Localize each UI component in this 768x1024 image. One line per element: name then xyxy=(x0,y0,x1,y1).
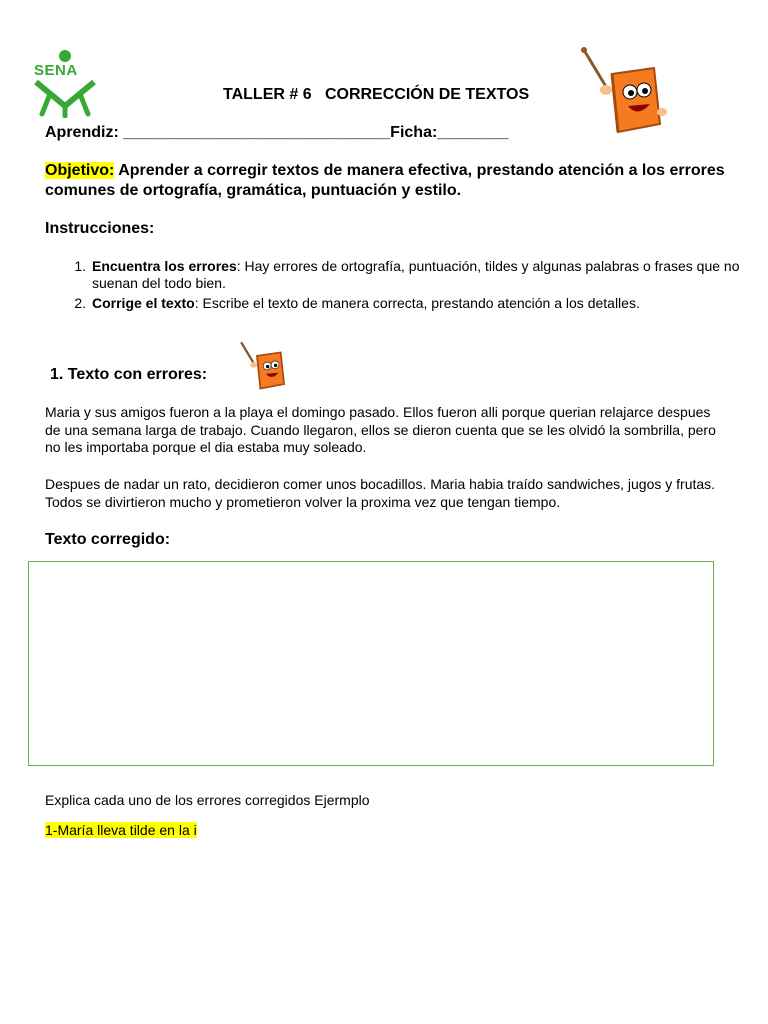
objective xyxy=(45,161,735,201)
objective-label: Objetivo: xyxy=(45,162,115,179)
text-paragraph-2: Despues de nadar un rato, decidieron comer unos bocadillos. Maria habia traído sandwiches, jugos y frutas. Todos se divirtieron mucho y prometieron volver la proxima vez que tengan tiempo. xyxy=(45,476,716,510)
section1-title: 1. Texto con errores: xyxy=(50,366,208,383)
list-item xyxy=(90,295,768,312)
instruction-2-text: : Escribe el texto de manera correcta, prestando atención a los detalles. xyxy=(194,295,640,311)
instruction-1-text: : Hay errores de ortografía, puntuación, tildes y algunas palabras o frases que no suenan del todo bien. xyxy=(92,258,740,291)
page-title: TALLER # 6 CORRECCIÓN DE TEXTOS xyxy=(223,86,530,103)
book-teacher-icon xyxy=(236,340,296,392)
list-item xyxy=(90,258,768,292)
book-teacher-icon xyxy=(578,46,678,138)
instruction-1-bold: Encuentra los errores xyxy=(92,258,237,274)
explain-prompt: Explica cada uno de los errores corregidos Ejermplo xyxy=(45,792,370,808)
logo-text: SENA xyxy=(34,62,78,79)
text-paragraph-1: Maria y sus amigos fueron a la playa el domingo pasado. Ellos fueron alli porque querian relajarce despues de una semana larga de trabajo. Cuando llegaron, ellos se dieron cuenta que se les olvidó la sombrilla, pero no les importaba porque el dia estaba muy soleado. xyxy=(45,404,716,455)
instruction-2-bold: Corrige el texto xyxy=(92,295,195,311)
objective-text: Aprender a corregir textos de manera efectiva, prestando atención a los errores comunes de ortografía, gramática, puntuación y estilo. xyxy=(45,162,725,199)
aprendiz-ficha-line: Aprendiz: ______________________________Ficha:________ xyxy=(45,124,509,141)
sena-logo xyxy=(30,48,100,118)
explain-example: 1-María lleva tilde en la i xyxy=(45,822,197,838)
corrected-text-box[interactable] xyxy=(28,561,714,766)
instructions-title: Instrucciones: xyxy=(45,220,155,237)
corrected-text-title: Texto corregido: xyxy=(45,531,171,548)
instructions-list xyxy=(45,258,768,315)
